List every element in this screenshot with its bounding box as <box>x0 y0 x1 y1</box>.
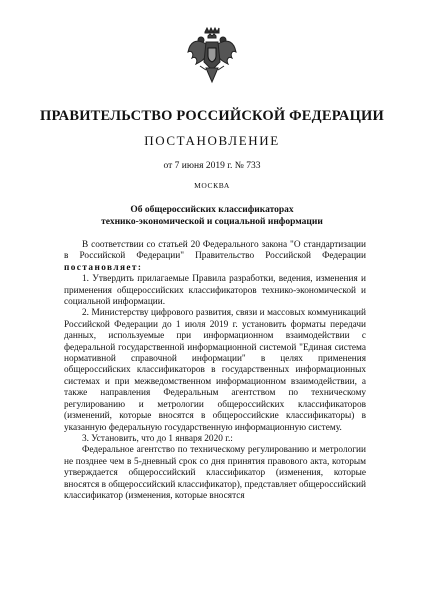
russian-coat-of-arms-icon <box>186 26 238 84</box>
subject-line-1: Об общероссийских классификаторах <box>130 205 294 215</box>
subject-line-2: технико-экономической и социальной информации <box>101 216 323 227</box>
document-subject <box>0 205 424 228</box>
preamble-paragraph <box>64 240 366 274</box>
paragraph-1: 1. Утвердить прилагаемые Правила разработки, ведения, изменения и применения общероссийских классификаторов технико-экономической и социальной информации. <box>64 274 366 308</box>
preamble-text: В соответствии со статьей 20 Федерального закона "О стандартизации в Российской Федерации" Правительство Российской Федерации <box>64 240 366 262</box>
document-body <box>64 240 366 502</box>
paragraph-2: 2. Министерству цифрового развития, связи и массовых коммуникаций Российской Федерации до 1 июля 2019 г. установить форматы передачи данных, используемые при информационном взаимодействии с федеральной государственной информационной системой "Единая система нормативной справочной информации" в целях применения общероссийских классификаторов в государственных информационных системах и при межведомственном информационном взаимодействии, а также направления Федеральным агентством по техническому регулированию и метрологии общероссийских классификаторов (изменений, которые вносятся в общероссийские классификаторы) в указанную федеральную государственную информационную систему. <box>64 308 366 433</box>
city: МОСКВА <box>194 181 230 190</box>
paragraph-4: Федеральное агентство по техническому регулированию и метрологии не позднее чем в 5-дневный срок со дня принятия правового акта, которым утверждается общероссийский классификатор (изменения, которые вносятся в общероссийский классификатор), представляет общероссийский классификатор (изменения, которые вносятся <box>64 445 366 501</box>
date-and-number: от 7 июня 2019 г. № 733 <box>163 161 261 171</box>
paragraph-3: 3. Установить, что до 1 января 2020 г.: <box>82 433 233 444</box>
government-title: ПРАВИТЕЛЬСТВО РОССИЙСКОЙ ФЕДЕРАЦИИ <box>39 108 385 124</box>
document-type: ПОСТАНОВЛЕНИЕ <box>144 133 280 148</box>
resolves-word: постановляет: <box>64 262 143 273</box>
